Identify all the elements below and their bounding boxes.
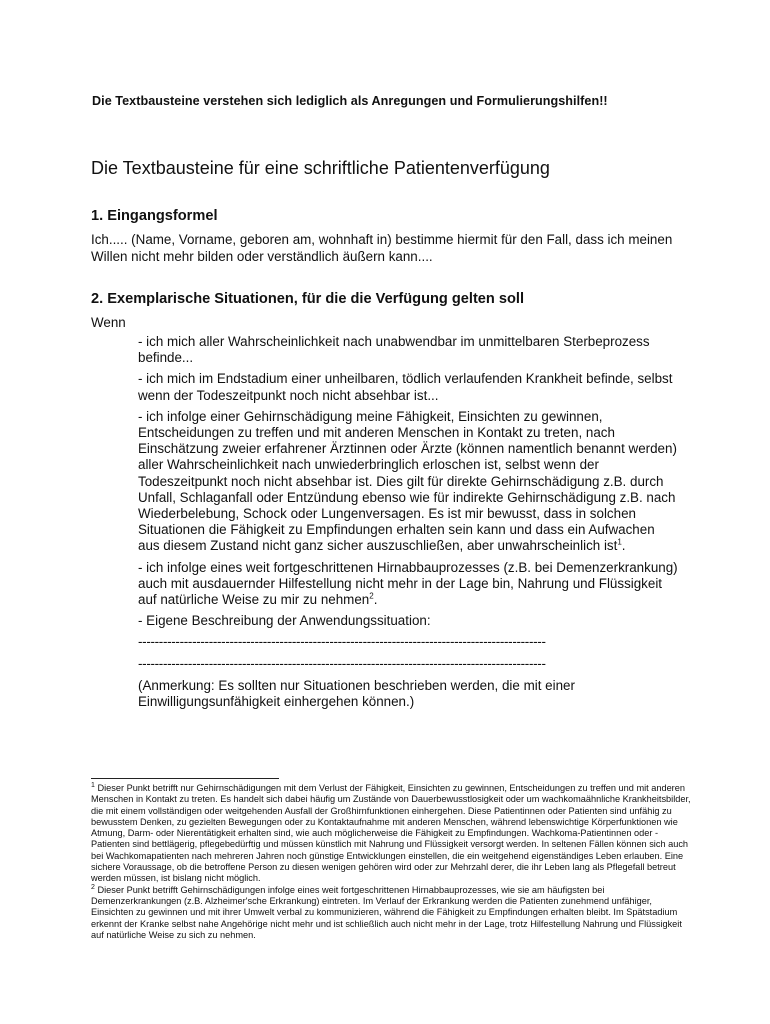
section-2-heading: 2. Exemplarische Situationen, für die die Verfügung gelten soll (91, 291, 525, 307)
list-item-tail: . (621, 538, 626, 554)
list-item-text: - ich mich im Endstadium einer unheilbaren, tödlich verlaufenden Krankheit befinde, selbst wenn der Todeszeitpunkt noch nicht absehbar ist... (138, 371, 673, 403)
footnotes (91, 783, 691, 941)
situation-list (138, 334, 678, 715)
footnote-mark: 1 (91, 781, 95, 789)
list-item (138, 560, 678, 609)
fill-in-line-1: -------------------------------------------------------------------------------------------------- (138, 634, 546, 650)
list-item-text: - ich infolge einer Gehirnschädigung meine Fähigkeit, Einsichten zu gewinnen, Entscheidungen zu treffen und mit anderen Menschen in Kontakt zu treten, nach Einschätzung zweier erfahrener Ärztinnen oder Ärzte (können namentlich benannt werden) aller Wahrscheinlichkeit nach unwiederbringlich erloschen ist, selbst wenn der Todeszeitpunkt noch nicht absehbar ist. Dies gilt für direkte Gehirnschädigung z.B. durch Unfall, Schlaganfall oder Entzündung ebenso wie für indirekte Gehirnschädigung z.B. nach Wiederbelebung, Schock oder Lungenversagen. Es ist mir bewusst, dass in solchen Situationen die Fähigkeit zu Empfindungen erhalten sein kann und dass ein Aufwachen aus diesem Zustand nicht ganz sicher auszuschließen, aber unwahrscheinlich ist (138, 408, 677, 554)
notice-line: Die Textbausteine verstehen sich lediglich als Anregungen und Formulierungshilfen!! (92, 94, 608, 108)
footnote-divider (91, 778, 279, 779)
remark-text: (Anmerkung: Es sollten nur Situationen beschrieben werden, die mit einer Einwilligungsunfähigkeit einhergehen können.) (138, 677, 575, 710)
list-item (138, 371, 678, 403)
footnote-text: Dieser Punkt betrifft nur Gehirnschädigungen mit dem Verlust der Fähigkeit, Einsichten zu gewinnen, Entscheidungen zu treffen und mit anderen Menschen in Kontakt zu treten. Es handelt sich dabei häufig um Zustände von Dauerbewusstlosigkeit oder um wachkomaähnliche Krankheitsbilder, die mit einem vollständigen oder weitgehenden Ausfall der Großhirnfunktionen einhergehen. Diese Patientinnen oder Patienten sind unfähig zu bewusstem Denken, zu gezielten Bewegungen oder zu Kontaktaufnahme mit anderen Menschen, während lebenswichtige Körperfunktionen wie Atmung, Darm- oder Nierentätigkeit erhalten sind, wie auch möglicherweise die Fähigkeit zu Empfindungen. Wachkoma-Patientinnen oder -Patienten sind bettlägerig, pflegebedürftig und müssen künstlich mit Nahrung und Flüssigkeit versorgt werden. In seltenen Fällen können sich auch bei Wachkomapatienten nach mehreren Jahren noch günstige Entwicklungen einstellen, die ein weitgehend eigenständiges Leben erlauben. Eine sichere Voraussage, ob die betroffene Person zu diesen wenigen gehören wird oder zur Mehrzahl derer, die ihr Leben lang als Pflegefall betreut werden müssen, ist bislang nicht möglich. (91, 783, 691, 884)
list-item-tail: . (373, 592, 378, 608)
footnote-ref-2[interactable]: 2 (369, 591, 374, 601)
section-1-text: Ich..... (Name, Vorname, geboren am, wohnhaft in) bestimme hiermit für den Fall, dass ich meinen Willen nicht mehr bilden oder verständlich äußern kann.... (91, 232, 673, 264)
list-item-text: - ich mich aller Wahrscheinlichkeit nach unabwendbar im unmittelbaren Sterbeprozess befinde... (138, 334, 650, 366)
list-item-text: - ich infolge eines weit fortgeschrittenen Hirnabbauprozesses (z.B. bei Demenzerkrankung) auch mit ausdauernder Hilfestellung nicht mehr in der Lage bin, Nahrung und Flüssigkeit auf natürliche Weise zu mir zu nehmen (138, 559, 678, 608)
section-2-intro: Wenn (91, 315, 126, 330)
footnote-mark: 2 (91, 883, 95, 891)
list-item (138, 334, 678, 366)
footnote-2 (91, 885, 691, 941)
document-title: Die Textbausteine für eine schriftliche Patientenverfügung (91, 158, 550, 178)
footnote-1 (91, 783, 691, 885)
footnote-ref-1[interactable]: 1 (617, 537, 622, 547)
section-1-heading: 1. Eingangsformel (91, 208, 218, 224)
fill-in-line-2: -------------------------------------------------------------------------------------------------- (138, 655, 546, 671)
list-item (138, 613, 678, 629)
list-item-text: - Eigene Beschreibung der Anwendungssituation: (138, 613, 431, 629)
list-item (138, 409, 678, 555)
footnote-text: Dieser Punkt betrifft Gehirnschädigungen infolge eines weit fortgeschrittenen Hirnabbauprozesses, wie sie am häufigsten bei Demenzerkrankungen (z.B. Alzheimer'sche Erkrankung) eintreten. Im Verlauf der Erkrankung werden die Patienten zunehmend unfähiger, Einsichten zu gewinnen und mit ihrer Umwelt verbal zu kommunizieren, während die Fähigkeit zu Empfindungen erhalten bleibt. Im Spätstadium erkennt der Kranke selbst nahe Angehörige nicht mehr und ist schließlich auch nicht mehr in der Lage, trotz Hilfestellung Nahrung und Flüssigkeit auf natürliche Weise zu sich zu nehmen. (91, 884, 682, 940)
